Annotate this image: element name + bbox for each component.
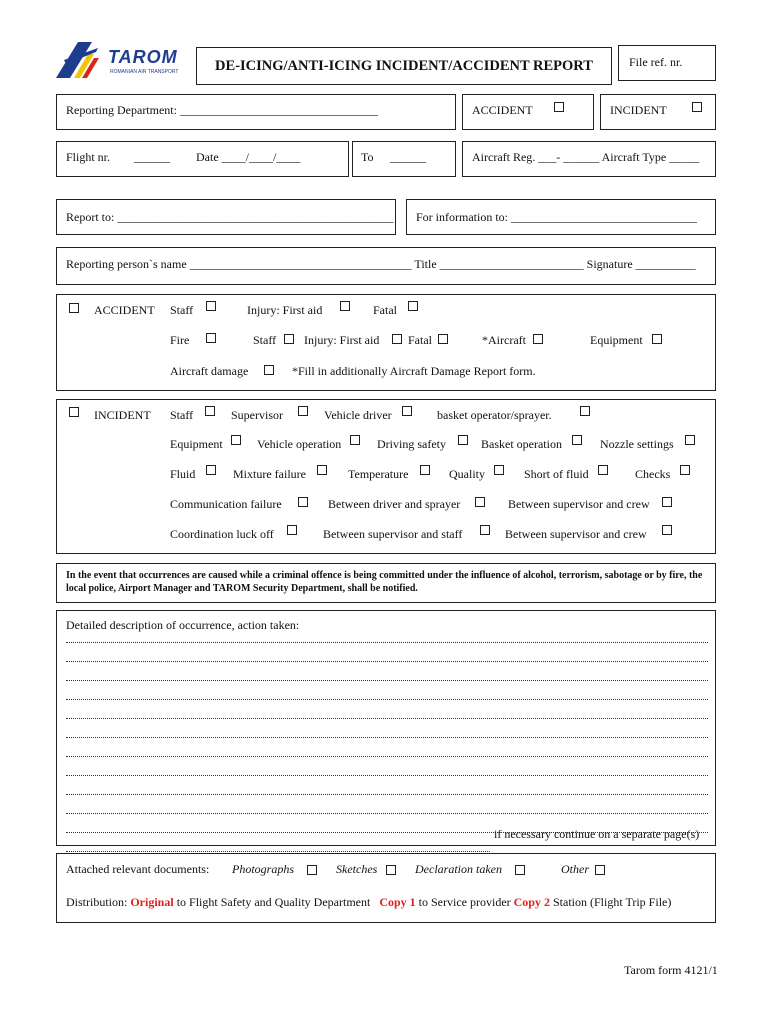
vehicle-operation-checkbox[interactable] [350, 435, 360, 445]
basket-operation-checkbox[interactable] [572, 435, 582, 445]
distribution-original: Original [130, 895, 174, 909]
fire-staff-checkbox[interactable] [284, 334, 294, 344]
vehicle-operation-label: Vehicle operation [257, 437, 342, 451]
for-info-field[interactable]: For information to: _______________________________ [416, 210, 697, 224]
distribution-line [66, 895, 671, 909]
continue-note: if necessary continue on a separate page(s) [494, 827, 700, 841]
description-line [66, 851, 490, 852]
accident-fire-checkbox[interactable] [206, 333, 216, 343]
declaration-label: Declaration taken [415, 862, 502, 876]
basket-operator-label: basket operator/sprayer. [437, 408, 552, 422]
mixture-failure-label: Mixture failure [233, 467, 306, 481]
description-line [66, 756, 708, 757]
fluid-checkbox[interactable] [206, 465, 216, 475]
other-label: Other [561, 862, 589, 876]
distribution-copy1: Copy 1 [379, 895, 416, 909]
page-title: DE-ICING/ANTI-ICING INCIDENT/ACCIDENT REPORT [215, 58, 593, 74]
fire-injury-first-aid-label: Injury: First aid [304, 333, 380, 347]
sketches-checkbox[interactable] [386, 865, 396, 875]
flight-nr-label: Flight nr. [66, 150, 111, 164]
between-supervisor-crew2-checkbox[interactable] [662, 525, 672, 535]
accident-equipment-checkbox[interactable] [652, 334, 662, 344]
description-line [66, 680, 708, 681]
reporting-dept-field[interactable]: Reporting Department: _________________________________ [66, 103, 378, 117]
accident-aircraft-label: *Aircraft [482, 333, 526, 347]
checks-checkbox[interactable] [680, 465, 690, 475]
fire-injury-first-aid-checkbox[interactable] [392, 334, 402, 344]
description-line [66, 813, 708, 814]
mixture-failure-checkbox[interactable] [317, 465, 327, 475]
incident-equipment-checkbox[interactable] [231, 435, 241, 445]
supervisor-label: Supervisor [231, 408, 283, 422]
distribution-flight-safety: to Flight Safety and Quality Department [173, 895, 374, 909]
vehicle-driver-label: Vehicle driver [324, 408, 392, 422]
security-notice: In the event that occurrences are caused while a criminal offence is being committed under the influence of alcohol, terrorism, sabotage or by fire, the local police, Airport Manager and TAROM Security Department, shall be notified. [66, 570, 703, 594]
communication-failure-checkbox[interactable] [298, 497, 308, 507]
attachments-label: Attached relevant documents: [66, 862, 210, 876]
short-of-fluid-label: Short of fluid [524, 467, 589, 481]
distribution-station: Station (Flight Trip File) [549, 895, 672, 909]
quality-label: Quality [449, 467, 485, 481]
accident-type-label: ACCIDENT [472, 103, 533, 117]
nozzle-settings-label: Nozzle settings [600, 437, 674, 451]
coordination-luck-off-checkbox[interactable] [287, 525, 297, 535]
between-supervisor-crew2-label: Between supervisor and crew [505, 527, 647, 541]
driving-safety-checkbox[interactable] [458, 435, 468, 445]
between-supervisor-crew-label: Between supervisor and crew [508, 497, 650, 511]
between-supervisor-crew-checkbox[interactable] [662, 497, 672, 507]
between-supervisor-staff-label: Between supervisor and staff [323, 527, 463, 541]
tarom-logo [52, 38, 192, 82]
temperature-label: Temperature [348, 467, 409, 481]
quality-checkbox[interactable] [494, 465, 504, 475]
incident-heading: INCIDENT [94, 408, 151, 422]
photographs-label: Photographs [232, 862, 295, 876]
aircraft-reg-type-field[interactable]: Aircraft Reg. ___- ______ Aircraft Type _____ [472, 150, 700, 164]
vehicle-driver-checkbox[interactable] [402, 406, 412, 416]
distribution-copy2: Copy 2 [513, 895, 550, 909]
other-checkbox[interactable] [595, 865, 605, 875]
form-number: Tarom form 4121/1 [624, 963, 718, 977]
fluid-label: Fluid [170, 467, 196, 481]
incident-staff-label: Staff [170, 408, 194, 422]
aircraft-damage-label: Aircraft damage [170, 364, 249, 378]
description-line [66, 642, 708, 643]
accident-fire-label: Fire [170, 333, 190, 347]
driving-safety-label: Driving safety [377, 437, 446, 451]
distribution-service: to Service provider [415, 895, 514, 909]
logo-text: TAROM [108, 47, 178, 67]
description-line [66, 775, 708, 776]
distribution-prefix: Distribution: [66, 895, 131, 909]
fire-fatal-label: Fatal [408, 333, 432, 347]
accident-fatal-checkbox[interactable] [408, 301, 418, 311]
photographs-checkbox[interactable] [307, 865, 317, 875]
fire-fatal-checkbox[interactable] [438, 334, 448, 344]
to-field[interactable]: ______ [390, 150, 426, 164]
description-box[interactable] [56, 610, 716, 846]
description-line [66, 718, 708, 719]
accident-injury-first-aid-label: Injury: First aid [247, 303, 323, 317]
date-field[interactable]: Date ____/____/____ [196, 150, 301, 164]
between-supervisor-staff-checkbox[interactable] [480, 525, 490, 535]
aircraft-damage-checkbox[interactable] [264, 365, 274, 375]
accident-heading: ACCIDENT [94, 303, 155, 317]
between-driver-sprayer-label: Between driver and sprayer [328, 497, 461, 511]
description-label: Detailed description of occurrence, action taken: [66, 618, 300, 632]
accident-injury-first-aid-checkbox[interactable] [340, 301, 350, 311]
communication-failure-label: Communication failure [170, 497, 282, 511]
accident-staff-checkbox[interactable] [206, 301, 216, 311]
incident-type-label: INCIDENT [610, 103, 667, 117]
checks-label: Checks [635, 467, 671, 481]
incident-checkbox[interactable] [69, 407, 79, 417]
sketches-label: Sketches [336, 862, 378, 876]
file-ref-label: File ref. nr. [629, 55, 683, 69]
report-to-field[interactable]: Report to: ______________________________________________ [66, 210, 394, 224]
accident-fatal-label: Fatal [373, 303, 397, 317]
accident-checkbox[interactable] [69, 303, 79, 313]
aircraft-damage-note: *Fill in additionally Aircraft Damage Report form. [292, 364, 536, 378]
short-of-fluid-checkbox[interactable] [598, 465, 608, 475]
between-driver-sprayer-checkbox[interactable] [475, 497, 485, 507]
reporting-person-field[interactable]: Reporting person`s name _____________________________________ Title ________________________ Signature __________ [66, 257, 696, 271]
accident-type-checkbox[interactable] [554, 102, 564, 112]
to-label: To [361, 150, 374, 164]
incident-staff-checkbox[interactable] [205, 406, 215, 416]
fire-staff-label: Staff [253, 333, 277, 347]
description-line [66, 794, 708, 795]
incident-equipment-label: Equipment [170, 437, 223, 451]
accident-aircraft-checkbox[interactable] [533, 334, 543, 344]
accident-equipment-label: Equipment [590, 333, 643, 347]
coordination-luck-off-label: Coordination luck off [170, 527, 274, 541]
description-line [66, 661, 708, 662]
nozzle-settings-checkbox[interactable] [685, 435, 695, 445]
declaration-checkbox[interactable] [515, 865, 525, 875]
temperature-checkbox[interactable] [420, 465, 430, 475]
flight-nr-field[interactable]: ______ [134, 150, 170, 164]
basket-operator-checkbox[interactable] [580, 406, 590, 416]
logo-tagline: ROMANIAN AIR TRANSPORT [110, 69, 179, 75]
description-line [66, 699, 708, 700]
incident-type-checkbox[interactable] [692, 102, 702, 112]
supervisor-checkbox[interactable] [298, 406, 308, 416]
accident-staff-label: Staff [170, 303, 194, 317]
description-line [66, 737, 708, 738]
basket-operation-label: Basket operation [481, 437, 562, 451]
